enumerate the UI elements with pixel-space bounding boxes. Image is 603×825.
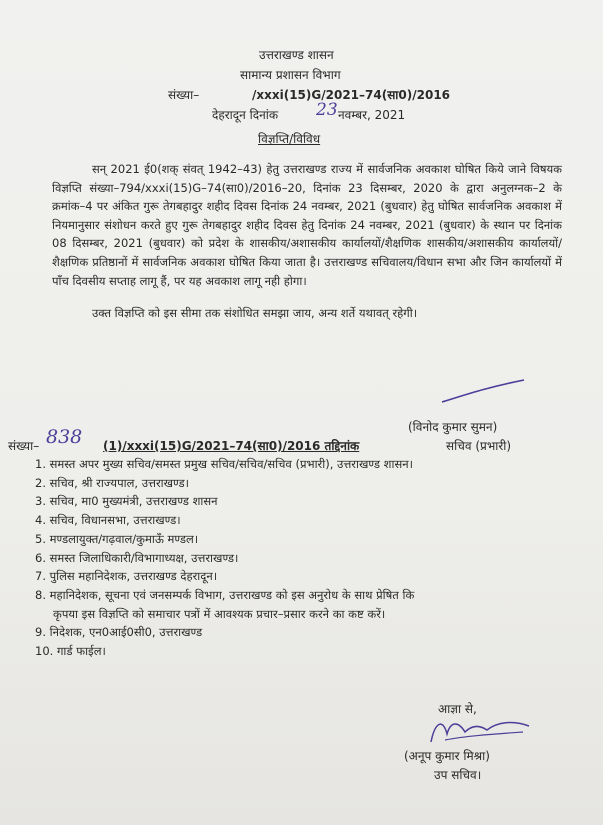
document-title: विज्ञप्ति/विविध	[258, 132, 321, 146]
signatory-2-name: (अनूप कुमार मिश्रा)	[404, 749, 490, 763]
body-paragraph-1: सन् 2021 ई0(शक् संवत् 1942–43) हेतु उत्तराखण्ड राज्य में सार्वजनिक अवकाश घोषित किये जाने विषयक विज्ञप्ति संख्या–794/xxxi(15)G–74(सा0)/2016–20, दिनांक 23 दिसम्बर, 2020 के द्वारा अनुलग्नक–2 के क्रमांक–4 पर अंकित गुरू तेगबहादुर शहीद दिवस दिनांक 24 नवम्बर, 2021 (बुधवार) हेतु घोषित सार्वजनिक अवकाश में नियमानुसार संशोधन करते हुए गुरू तेगबहादुर शहीद दिवस हेतु दिनांक 24 नवम्बर, 2021 (बुधवार) के स्थान पर दिनांक 08 दिसम्बर, 2021 (बुधवार) को प्रदेश के शासकीय/अशासकीय कार्यालयों/शैक्षणिक शासकीय/अशासकीय कार्यालयों/शैक्षणिक प्रतिष्ठानों में सार्वजनिक अवकाश घोषित किया जाता है। उत्तराखण्ड सचिवालय/विधान सभा और जिन कार्यालयों में पाँच दिवसीय सप्ताह लागू हैं, पर यह अवकाश लागू नही होगा।	[52, 162, 562, 288]
place-date-prefix: देहरादून दिनांक	[212, 108, 279, 122]
handwritten-dispatch-number: 838	[46, 426, 83, 448]
list-item: 10. गार्ड फाईल।	[35, 644, 106, 659]
list-item: 2. सचिव, श्री राज्यपाल, उत्तराखण्ड।	[35, 475, 190, 490]
signature-scribble-1	[438, 378, 528, 408]
number-label: संख्या–	[168, 88, 200, 102]
signatory-1-name: (विनोद कुमार सुमन)	[408, 420, 498, 434]
date-suffix: नवम्बर, 2021	[338, 108, 406, 122]
signature-scribble-2	[425, 712, 535, 748]
department-heading: सामान्य प्रशासन विभाग	[240, 68, 341, 82]
list-item: 3. सचिव, मा0 मुख्यमंत्री, उत्तराखण्ड शासन	[35, 494, 218, 509]
list-item: 5. मण्डलायुक्त/गढ़वाल/कुमाऊँ मण्डल।	[35, 531, 199, 546]
handwritten-date: 23	[316, 100, 338, 120]
distribution-list	[35, 455, 585, 661]
list-item: 4. सचिव, विधानसभा, उत्तराखण्ड।	[35, 513, 181, 528]
list-item: 9. निदेशक, एन0आई0सी0, उत्तराखण्ड	[35, 625, 203, 640]
distribution-number-label: संख्या–	[8, 439, 40, 453]
list-item: 6. समस्त जिलाधिकारी/विभागाध्यक्ष, उत्तराखण्ड।	[35, 550, 239, 565]
list-item: 1. समस्त अपर मुख्य सचिव/समस्त प्रमुख सचिव/सचिव/सचिव (प्रभारी), उत्तराखण्ड शासन।	[35, 457, 413, 471]
by-order-text: आज्ञा से,	[438, 702, 477, 716]
body-paragraph-2: उक्त विज्ञप्ति को इस सीमा तक संशोधित समझा जाय, अन्य शर्ते यथावत् रहेगी।	[92, 306, 418, 321]
signatory-2-designation: उप सचिव।	[434, 768, 482, 782]
list-item: 7. पुलिस महानिदेशक, उत्तराखण्ड देहरादून।	[35, 569, 218, 584]
signatory-1-designation: सचिव (प्रभारी)	[446, 439, 512, 453]
government-heading: उत्तराखण्ड शासन	[259, 48, 334, 62]
reference-number: /xxxi(15)G/2021–74(सा0)/2016	[252, 88, 451, 102]
distribution-reference: (1)/xxxi(15)G/2021–74(सा0)/2016 तद्दिनांक	[103, 439, 360, 453]
body-text	[52, 160, 562, 323]
list-item: 8. महानिदेशक, सूचना एवं जनसम्पर्क विभाग, उत्तराखण्ड को इस अनुरोध के साथ प्रेषित कि	[35, 587, 415, 602]
list-item-continuation: कृपया इस विज्ञप्ति को समाचार पत्रों में आवश्यक प्रचार–प्रसार करने का कष्ट करें।	[53, 606, 386, 621]
